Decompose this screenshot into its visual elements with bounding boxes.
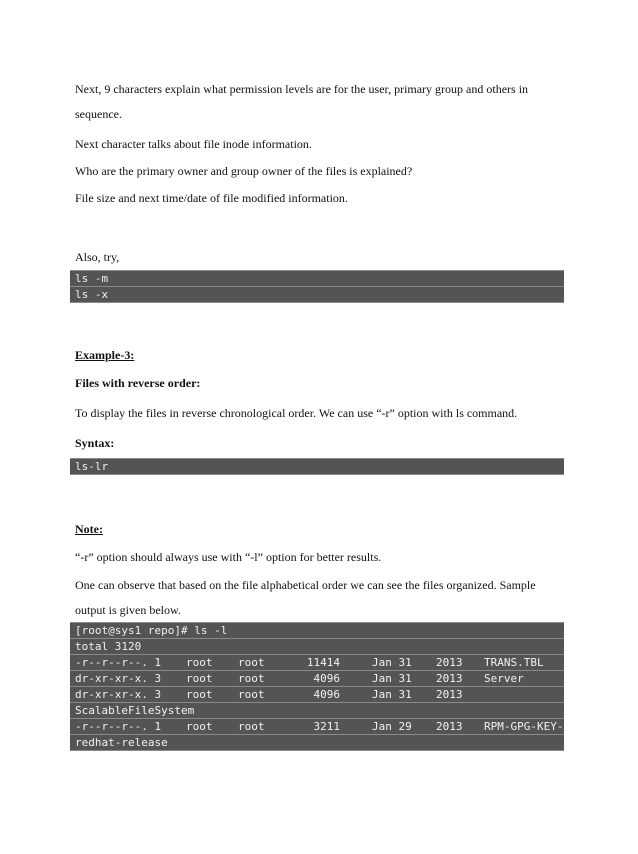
date-cell: Jan 29 [372, 720, 412, 733]
terminal-prompt: [root@sys1 repo]# ls -l [70, 623, 564, 639]
size-cell: 11414 [306, 656, 340, 669]
note-line2: One can observe that based on the file alphabetical order we can see the files organized. Sample [75, 578, 536, 592]
date-cell: Jan 31 [372, 688, 412, 701]
size-cell: 3211 [313, 720, 340, 733]
terminal-row [70, 671, 564, 687]
perm-cell: dr-xr-xr-x. 3 [75, 688, 162, 701]
paragraph-owner: Who are the primary owner and group owner of the files is explained? [75, 164, 413, 178]
terminal-total: total 3120 [70, 639, 564, 655]
example3-subheading: Files with reverse order: [75, 376, 201, 390]
note-heading: Note: [75, 522, 103, 536]
group-cell: root [238, 672, 265, 685]
terminal-row [70, 687, 564, 703]
note-line1: “-r” option should always use with “-l” option for better results. [75, 550, 382, 564]
code-line: ls-lr [70, 459, 564, 475]
year-cell: 2013 [436, 688, 463, 701]
code-line: ls -x [70, 287, 564, 303]
paragraph-also-try: Also, try, [75, 250, 120, 264]
code-block-syntax [70, 458, 564, 475]
terminal-row [70, 655, 564, 671]
group-cell: root [238, 656, 265, 669]
name-cell: RPM-GPG-KEY- [484, 720, 564, 733]
owner-cell: root [186, 672, 213, 685]
date-cell: Jan 31 [372, 672, 412, 685]
date-cell: Jan 31 [372, 656, 412, 669]
perm-cell: -r--r--r--. 1 [75, 656, 162, 669]
code-block-try [70, 270, 564, 303]
year-cell: 2013 [436, 656, 463, 669]
terminal-output [70, 622, 564, 751]
year-cell: 2013 [436, 672, 463, 685]
terminal-wrap-line: redhat-release [70, 735, 564, 751]
owner-cell: root [186, 720, 213, 733]
paragraph-inode: Next character talks about file inode information. [75, 137, 312, 151]
terminal-wrap-line: ScalableFileSystem [70, 703, 564, 719]
size-cell: 4096 [313, 672, 340, 685]
name-cell: TRANS.TBL [484, 656, 544, 669]
syntax-label: Syntax: [75, 436, 115, 450]
note-line3: output is given below. [75, 603, 181, 617]
example3-description: To display the files in reverse chronological order. We can use “-r” option with ls command. [75, 406, 518, 420]
group-cell: root [238, 688, 265, 701]
owner-cell: root [186, 688, 213, 701]
example3-heading: Example-3: [75, 348, 135, 362]
name-cell: Server [484, 672, 524, 685]
group-cell: root [238, 720, 265, 733]
year-cell: 2013 [436, 720, 463, 733]
perm-cell: -r--r--r--. 1 [75, 720, 162, 733]
paragraph-permissions-line2: sequence. [75, 107, 122, 121]
terminal-row [70, 719, 564, 735]
perm-cell: dr-xr-xr-x. 3 [75, 672, 162, 685]
code-line: ls -m [70, 271, 564, 287]
paragraph-size-date: File size and next time/date of file modified information. [75, 191, 348, 205]
paragraph-permissions-line1: Next, 9 characters explain what permission levels are for the user, primary group and others in [75, 82, 529, 96]
owner-cell: root [186, 656, 213, 669]
size-cell: 4096 [313, 688, 340, 701]
